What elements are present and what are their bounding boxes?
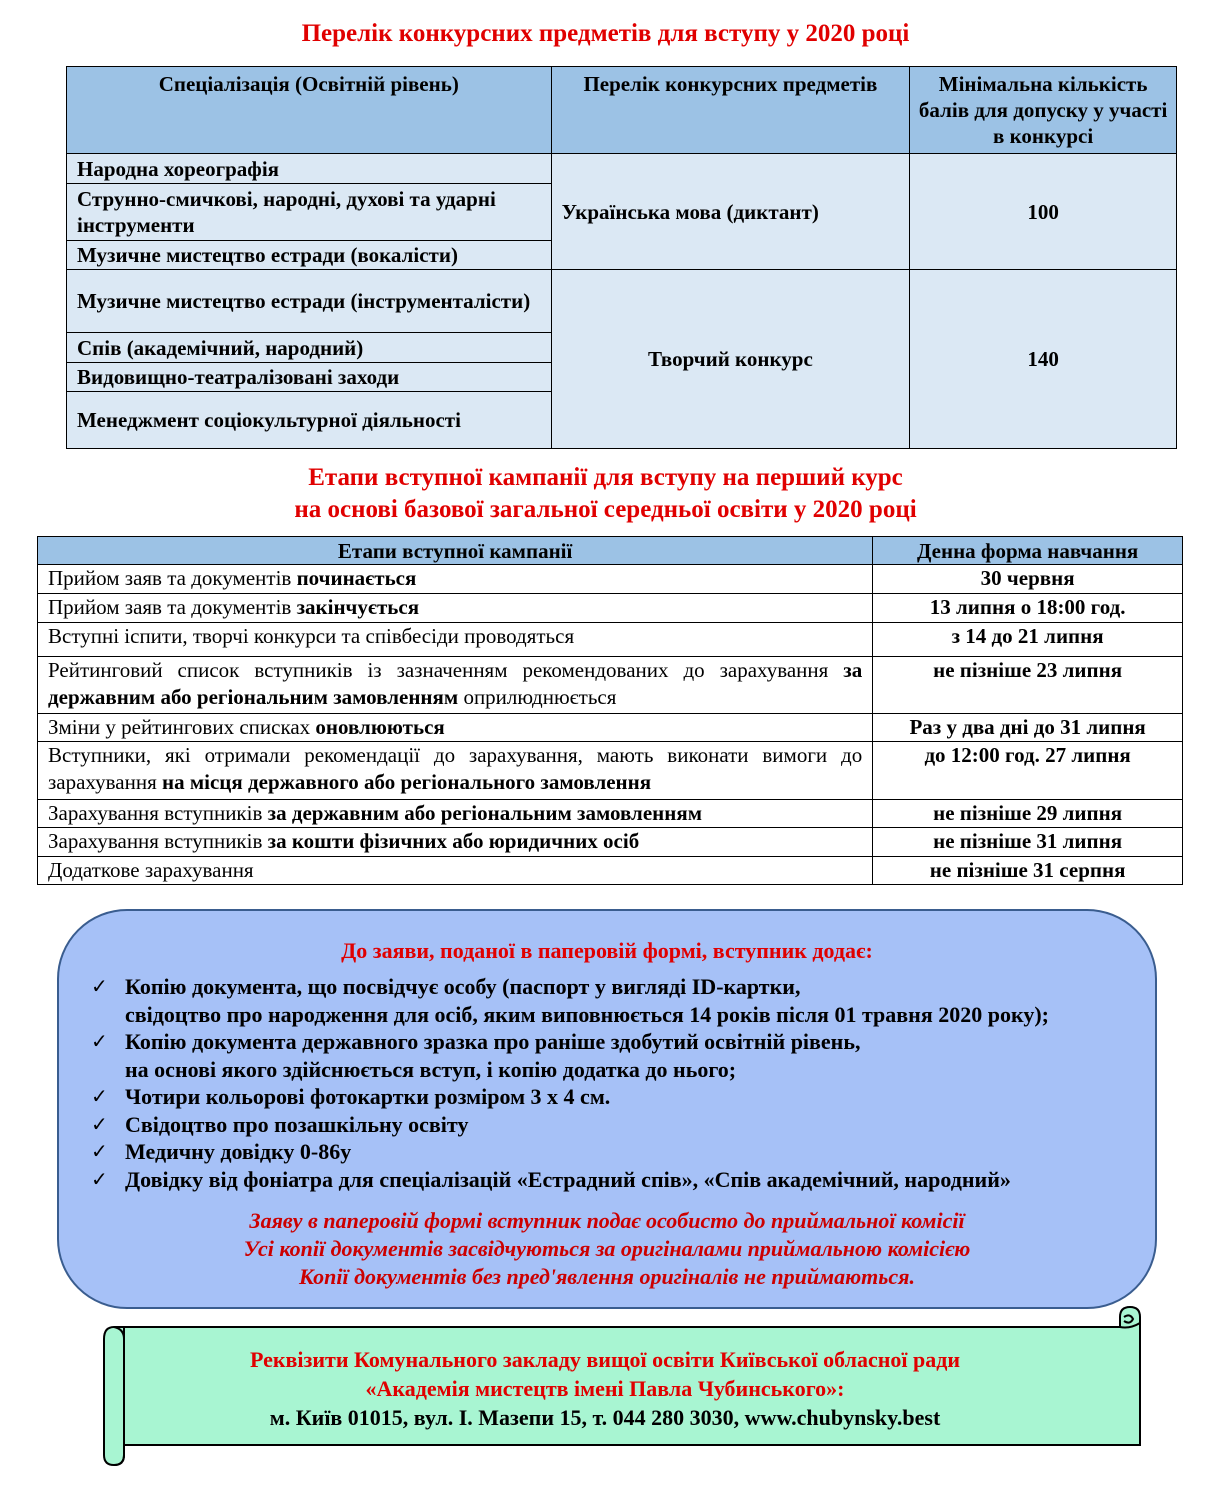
- stage-cell: Прийом заяв та документів починається: [38, 565, 873, 594]
- info-notes: [59, 1207, 1155, 1291]
- requisites-text: [120, 1345, 1090, 1432]
- specialization-cell: Музичне мистецтво естради (інструменталісти): [67, 270, 552, 333]
- specialization-cell: Менеджмент соціокультурної діяльності: [67, 392, 552, 449]
- header-full-time: Денна форма навчання: [873, 537, 1183, 565]
- date-cell: з 14 до 21 липня: [873, 623, 1183, 657]
- academy-name: «Академія мистецтв імені Павла Чубинського»:: [365, 1376, 845, 1401]
- stage-cell: Зарахування вступників за кошти фізичних або юридичних осіб: [38, 828, 873, 857]
- date-cell: не пізніше 23 липня: [873, 657, 1183, 714]
- min-score-cell: 140: [910, 270, 1177, 449]
- subject-cell: Українська мова (диктант): [551, 154, 910, 270]
- note-line: Усі копії документів засвідчуються за оригіналами приймальною комісією: [243, 1236, 971, 1261]
- title-stages-line1: Етапи вступної кампанії для вступу на перший курс: [308, 464, 903, 491]
- stage-cell: Зміни у рейтингових списках оновлюються: [38, 714, 873, 742]
- stage-cell: Вступні іспити, творчі конкурси та співбесіди проводяться: [38, 623, 873, 657]
- header-specialization: Спеціалізація (Освітній рівень): [67, 67, 552, 154]
- note-line: Копії документів без пред'явлення оригіналів не приймаються.: [299, 1264, 915, 1289]
- requisites-line: Реквізити Комунального закладу вищої освіти Київської обласної ради: [249, 1347, 961, 1372]
- specialization-cell: Видовищно-театралізовані заходи: [67, 363, 552, 392]
- list-item: ✓ Свідоцтво про позашкільну освіту: [91, 1111, 469, 1137]
- date-cell: 30 червня: [873, 565, 1183, 594]
- specialization-cell: Музичне мистецтво естради (вокалісти): [67, 241, 552, 270]
- header-stages: Етапи вступної кампанії: [38, 537, 873, 565]
- date-cell: не пізніше 29 липня: [873, 800, 1183, 828]
- stage-cell: Зарахування вступників за державним або регіональним замовленням: [38, 800, 873, 828]
- header-subjects: Перелік конкурсних предметів: [551, 67, 910, 154]
- header-min-score: Мінімальна кількість балів для допуску у участі в конкурсі: [910, 67, 1177, 154]
- list-item: ✓ Копію документа державного зразка про раніше здобутий освітній рівень, на основі якого здійснюється вступ, і копію додатка до нього;: [91, 1029, 861, 1082]
- documents-info-box: [57, 909, 1157, 1309]
- date-cell: не пізніше 31 липня: [873, 828, 1183, 857]
- checkmark-icon: ✓: [91, 1166, 108, 1191]
- checkmark-icon: ✓: [91, 1139, 108, 1163]
- checkmark-icon: ✓: [91, 974, 108, 998]
- date-cell: 13 липня о 18:00 год.: [873, 594, 1183, 623]
- specialization-cell: Струнно-смичкові, народні, духові та ударні інструменти: [67, 184, 552, 241]
- checkmark-icon: ✓: [91, 1029, 108, 1053]
- contact-address: м. Київ 01015, вул. І. Мазепи 15, т. 044 280 3030, www.chubynsky.best: [269, 1405, 941, 1430]
- stage-cell: Рейтинговий список вступників із зазначенням рекомендованих до зарахування за державним або регіональним замовленням оприлюднюється: [38, 657, 873, 714]
- date-cell: не пізніше 31 серпня: [873, 857, 1183, 885]
- list-item: ✓ Медичну довідку 0-86у: [91, 1139, 352, 1164]
- specialization-cell: Народна хореографія: [67, 154, 552, 184]
- stage-cell: Вступники, які отримали рекомендації до зарахування, мають виконати вимоги до зарахування на місця державного або регіонального замовлення: [38, 742, 873, 800]
- info-heading: До заяви, поданої в паперовій формі, вступник додає:: [341, 938, 873, 963]
- min-score-cell: 100: [910, 154, 1177, 270]
- list-item: ✓ Довідку від фоніатра для спеціалізацій «Естрадний спів», «Спів академічний, народний»: [91, 1166, 1011, 1192]
- stages-table: [37, 536, 1183, 885]
- list-item: ✓ Чотири кольорові фотокартки розміром 3 х 4 см.: [91, 1084, 611, 1109]
- list-item: ✓ Копію документа, що посвідчує особу (паспорт у вигляді ID-картки, свідоцтво про народження для осіб, яким виповнюється 14 років після 01 травня 2020 року);: [91, 974, 1049, 1027]
- date-cell: Раз у два дні до 31 липня: [873, 714, 1183, 742]
- subjects-table: [66, 66, 1177, 449]
- checkmark-icon: ✓: [91, 1084, 108, 1108]
- note-line: Заяву в паперовій формі вступник подає особисто до приймальної комісії: [249, 1208, 965, 1233]
- title-subjects: Перелік конкурсних предметів для вступу у 2020 році: [301, 20, 910, 47]
- title-stages-line2: на основі базової загальної середньої освіти у 2020 році: [294, 496, 917, 523]
- stage-cell: Прийом заяв та документів закінчується: [38, 594, 873, 623]
- specialization-cell: Спів (академічний, народний): [67, 333, 552, 363]
- date-cell: до 12:00 год. 27 липня: [873, 742, 1183, 800]
- checkmark-icon: ✓: [91, 1111, 108, 1136]
- documents-list: [89, 973, 1149, 1193]
- stage-cell: Додаткове зарахування: [38, 857, 873, 885]
- subject-cell: Творчий конкурс: [551, 270, 910, 449]
